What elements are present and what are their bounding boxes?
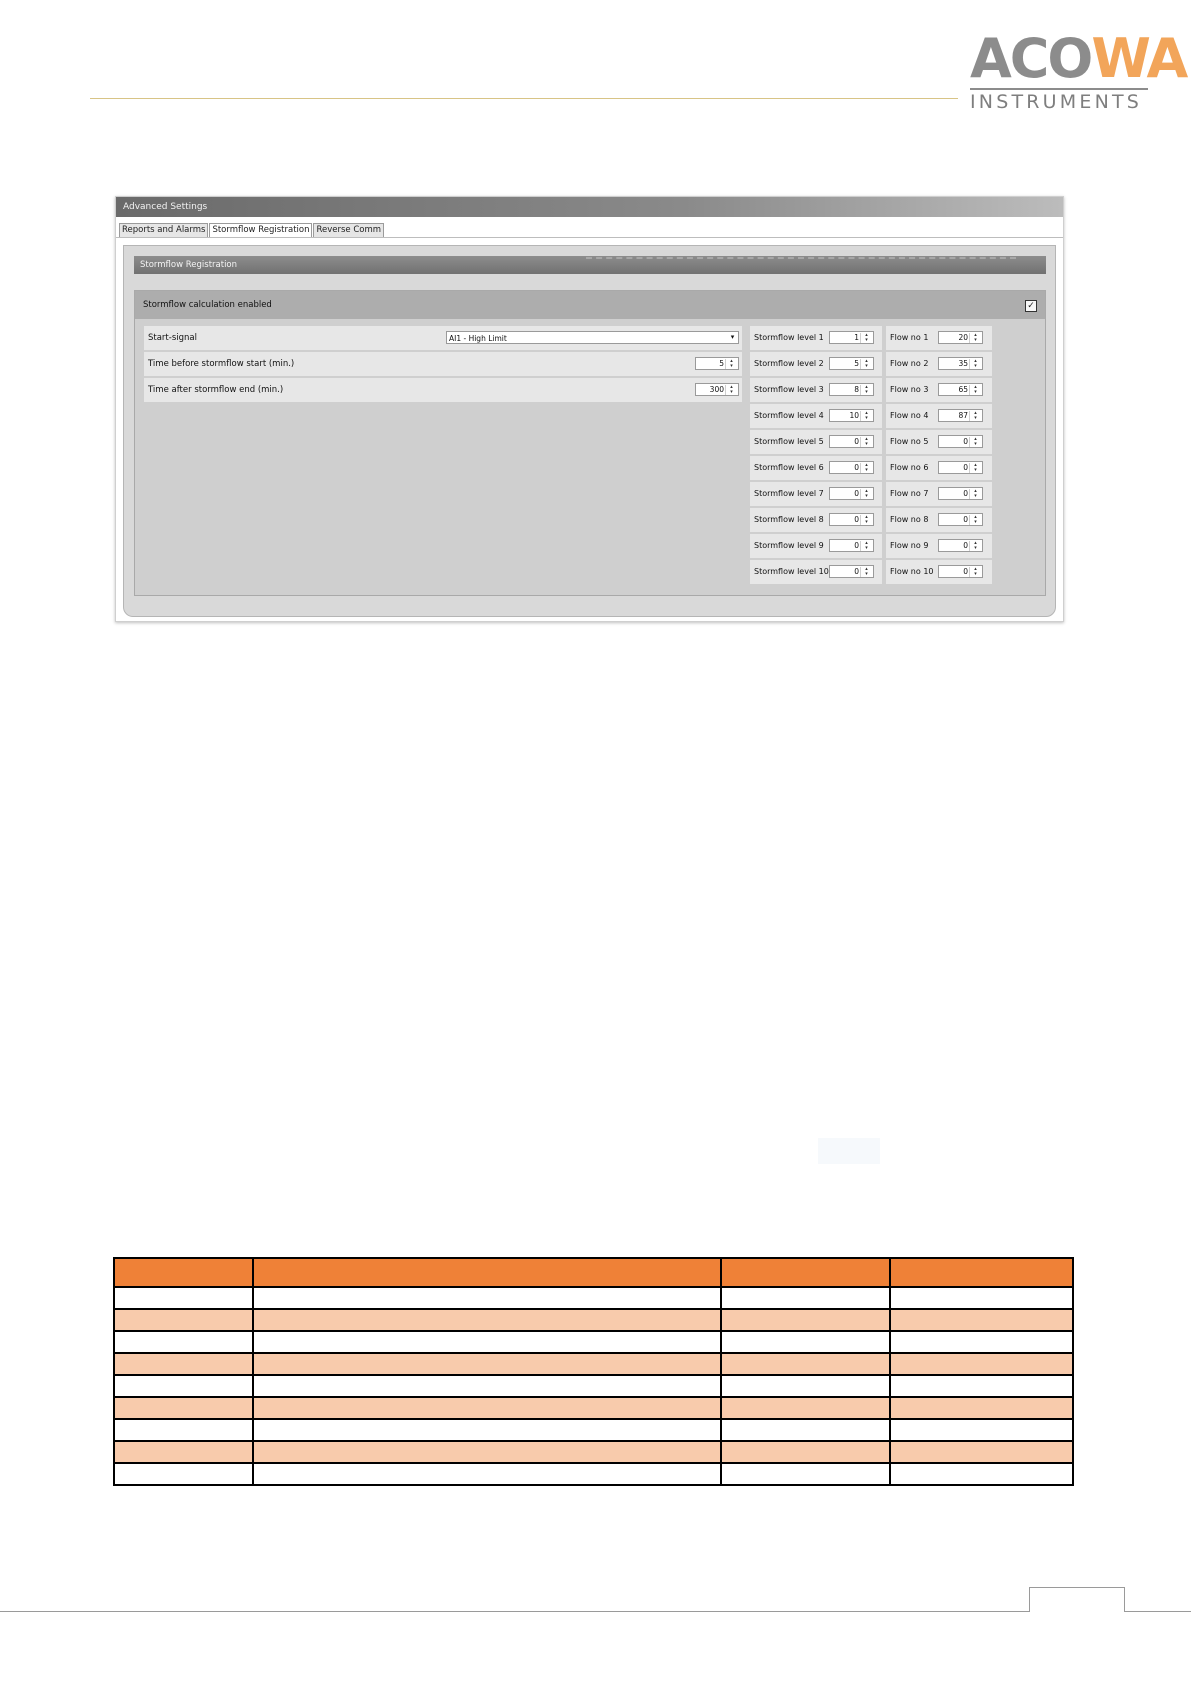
flow-no-stepper[interactable] xyxy=(938,383,983,396)
spin-arrows-icon[interactable]: ▴ ▾ xyxy=(725,385,737,395)
spin-arrows-icon[interactable]: ▴ ▾ xyxy=(969,489,981,499)
flow-no-row xyxy=(886,378,992,402)
spin-arrows-icon[interactable]: ▴ ▾ xyxy=(860,541,872,551)
spin-arrows-icon[interactable]: ▴ ▾ xyxy=(969,463,981,473)
stormflow-level-stepper[interactable] xyxy=(829,409,874,422)
stormflow-level-stepper[interactable] xyxy=(829,357,874,370)
flow-no-value: 0 xyxy=(963,567,968,576)
stormflow-level-value: 5 xyxy=(854,359,859,368)
time-before-label: Time before stormflow start (min.) xyxy=(148,359,295,369)
flow-no-stepper[interactable] xyxy=(938,461,983,474)
stormflow-level-stepper[interactable] xyxy=(829,331,874,344)
stormflow-level-stepper[interactable] xyxy=(829,487,874,500)
flow-no-value: 20 xyxy=(958,333,968,342)
stormflow-level-stepper[interactable] xyxy=(829,435,874,448)
section-header-decoration xyxy=(586,257,1016,263)
stormflow-level-label: Stormflow level 3 xyxy=(754,385,824,394)
stormflow-level-row xyxy=(750,404,882,428)
logo-part-2: WA xyxy=(1091,27,1187,90)
spin-arrows-icon[interactable]: ▴ ▾ xyxy=(969,567,981,577)
stormflow-level-label: Stormflow level 8 xyxy=(754,515,824,524)
flow-no-value: 0 xyxy=(963,489,968,498)
flow-no-label: Flow no 6 xyxy=(890,463,929,472)
spin-arrows-icon[interactable]: ▴ ▾ xyxy=(860,463,872,473)
spin-arrows-icon[interactable]: ▴ ▾ xyxy=(860,567,872,577)
data-table xyxy=(113,1257,1074,1486)
footer-divider xyxy=(0,1611,1030,1612)
stormflow-level-value: 8 xyxy=(854,385,859,394)
table-row xyxy=(114,1287,1073,1309)
stormflow-level-stepper[interactable] xyxy=(829,461,874,474)
stormflow-level-label: Stormflow level 5 xyxy=(754,437,824,446)
spin-arrows-icon[interactable]: ▴ ▾ xyxy=(860,385,872,395)
table-header-cell xyxy=(890,1258,1073,1287)
spin-arrows-icon[interactable]: ▴ ▾ xyxy=(969,515,981,525)
stormflow-level-value: 0 xyxy=(854,541,859,550)
flow-no-row xyxy=(886,352,992,376)
section-title: Stormflow Registration xyxy=(140,260,238,270)
start-signal-label: Start-signal xyxy=(148,333,197,343)
tab-content xyxy=(123,245,1056,617)
stormflow-level-label: Stormflow level 10 xyxy=(754,567,829,576)
flow-no-stepper[interactable] xyxy=(938,357,983,370)
flow-no-value: 0 xyxy=(963,463,968,472)
general-settings xyxy=(144,326,742,404)
stormflow-level-label: Stormflow level 1 xyxy=(754,333,824,342)
flow-no-stepper[interactable] xyxy=(938,565,983,578)
tab-stormflow-registration[interactable]: Stormflow Registration xyxy=(209,223,312,238)
spin-arrows-icon[interactable]: ▴ ▾ xyxy=(969,437,981,447)
spin-arrows-icon[interactable]: ▴ ▾ xyxy=(969,359,981,369)
stormflow-level-value: 0 xyxy=(854,567,859,576)
spin-arrows-icon[interactable]: ▴ ▾ xyxy=(860,359,872,369)
stormflow-level-row xyxy=(750,378,882,402)
stormflow-level-row xyxy=(750,508,882,532)
spin-arrows-icon[interactable]: ▴ ▾ xyxy=(860,437,872,447)
stormflow-level-label: Stormflow level 4 xyxy=(754,411,824,420)
table-row xyxy=(114,1397,1073,1419)
spin-arrows-icon[interactable]: ▴ ▾ xyxy=(969,385,981,395)
stormflow-level-row xyxy=(750,326,882,350)
stormflow-level-value: 1 xyxy=(854,333,859,342)
flow-no-row xyxy=(886,430,992,454)
table-header-cell xyxy=(721,1258,889,1287)
flow-no-row xyxy=(886,560,992,584)
table-row xyxy=(114,1353,1073,1375)
flow-no-value: 87 xyxy=(958,411,968,420)
logo-part-1: ACO xyxy=(970,27,1092,90)
stormflow-panel xyxy=(134,290,1046,596)
flow-no-stepper[interactable] xyxy=(938,409,983,422)
stormflow-level-row xyxy=(750,482,882,506)
flow-no-value: 0 xyxy=(963,437,968,446)
tab-reverse-comm[interactable]: Reverse Comm xyxy=(313,223,384,238)
flow-numbers xyxy=(886,326,992,586)
table-header-cell xyxy=(114,1258,253,1287)
stormflow-level-row xyxy=(750,456,882,480)
stormflow-level-value: 0 xyxy=(854,489,859,498)
time-after-stepper[interactable] xyxy=(695,383,739,396)
stormflow-level-value: 0 xyxy=(854,515,859,524)
tab-divider xyxy=(116,237,1063,238)
section-header xyxy=(134,256,1046,274)
enable-row xyxy=(135,291,1045,319)
start-signal-value: AI1 - High Limit xyxy=(449,334,507,343)
stormflow-level-stepper[interactable] xyxy=(829,539,874,552)
flow-no-label: Flow no 7 xyxy=(890,489,929,498)
footer-divider xyxy=(1124,1611,1191,1612)
faint-mark xyxy=(818,1138,880,1164)
time-after-row xyxy=(144,378,742,402)
table-row xyxy=(114,1441,1073,1463)
flow-no-label: Flow no 3 xyxy=(890,385,929,394)
flow-no-label: Flow no 8 xyxy=(890,515,929,524)
stormflow-level-row xyxy=(750,430,882,454)
table-row xyxy=(114,1463,1073,1485)
table-row xyxy=(114,1419,1073,1441)
flow-no-stepper[interactable] xyxy=(938,435,983,448)
spin-arrows-icon[interactable]: ▴ ▾ xyxy=(860,333,872,343)
flow-no-value: 0 xyxy=(963,515,968,524)
chevron-down-icon[interactable]: ▾ xyxy=(730,333,735,341)
flow-no-row xyxy=(886,534,992,558)
flow-no-value: 65 xyxy=(958,385,968,394)
flow-no-stepper[interactable] xyxy=(938,539,983,552)
spin-arrows-icon[interactable]: ▴ ▾ xyxy=(725,359,737,369)
time-after-value: 300 xyxy=(709,385,724,394)
spin-arrows-icon[interactable]: ▴ ▾ xyxy=(860,489,872,499)
flow-no-row xyxy=(886,326,992,350)
stormflow-level-value: 0 xyxy=(854,437,859,446)
spin-arrows-icon[interactable]: ▴ ▾ xyxy=(969,333,981,343)
flow-no-stepper[interactable] xyxy=(938,331,983,344)
flow-no-value: 0 xyxy=(963,541,968,550)
time-before-stepper[interactable] xyxy=(695,357,739,370)
stormflow-level-row xyxy=(750,534,882,558)
flow-no-label: Flow no 4 xyxy=(890,411,929,420)
enable-checkbox[interactable]: ✓ xyxy=(1025,300,1037,312)
enable-label: Stormflow calculation enabled xyxy=(143,300,272,310)
logo-subtitle: INSTRUMENTS xyxy=(970,88,1148,113)
stormflow-level-label: Stormflow level 9 xyxy=(754,541,824,550)
stormflow-level-row xyxy=(750,560,882,584)
time-after-label: Time after stormflow end (min.) xyxy=(148,385,284,395)
spin-arrows-icon[interactable]: ▴ ▾ xyxy=(860,515,872,525)
flow-no-stepper[interactable] xyxy=(938,487,983,500)
window-title: Advanced Settings xyxy=(116,197,1063,217)
stormflow-level-row xyxy=(750,352,882,376)
stormflow-level-stepper[interactable] xyxy=(829,513,874,526)
time-before-row xyxy=(144,352,742,376)
stormflow-levels xyxy=(750,326,882,586)
spin-arrows-icon[interactable]: ▴ ▾ xyxy=(969,411,981,421)
flow-no-row xyxy=(886,404,992,428)
advanced-settings-window xyxy=(115,196,1064,622)
tab-bar xyxy=(119,223,385,237)
start-signal-select[interactable] xyxy=(446,331,739,344)
flow-no-label: Flow no 2 xyxy=(890,359,929,368)
table-row xyxy=(114,1331,1073,1353)
tab-reports-and-alarms[interactable]: Reports and Alarms xyxy=(119,223,208,238)
flow-no-value: 35 xyxy=(958,359,968,368)
header-divider xyxy=(90,98,958,99)
table-header-row xyxy=(114,1258,1073,1287)
table-row xyxy=(114,1309,1073,1331)
table-header-cell xyxy=(253,1258,721,1287)
stormflow-level-label: Stormflow level 6 xyxy=(754,463,824,472)
stormflow-level-stepper[interactable] xyxy=(829,383,874,396)
flow-no-label: Flow no 9 xyxy=(890,541,929,550)
spin-arrows-icon[interactable]: ▴ ▾ xyxy=(860,411,872,421)
time-before-value: 5 xyxy=(719,359,724,368)
flow-no-label: Flow no 5 xyxy=(890,437,929,446)
stormflow-level-value: 0 xyxy=(854,463,859,472)
start-signal-row xyxy=(144,326,742,350)
stormflow-level-label: Stormflow level 2 xyxy=(754,359,824,368)
flow-no-label: Flow no 1 xyxy=(890,333,929,342)
page-number-box xyxy=(1029,1587,1125,1611)
stormflow-level-label: Stormflow level 7 xyxy=(754,489,824,498)
flow-no-row xyxy=(886,508,992,532)
acowa-logo xyxy=(968,27,1187,113)
flow-no-row xyxy=(886,482,992,506)
stormflow-level-stepper[interactable] xyxy=(829,565,874,578)
flow-no-stepper[interactable] xyxy=(938,513,983,526)
flow-no-label: Flow no 10 xyxy=(890,567,934,576)
stormflow-level-value: 10 xyxy=(849,411,859,420)
flow-no-row xyxy=(886,456,992,480)
spin-arrows-icon[interactable]: ▴ ▾ xyxy=(969,541,981,551)
table-row xyxy=(114,1375,1073,1397)
